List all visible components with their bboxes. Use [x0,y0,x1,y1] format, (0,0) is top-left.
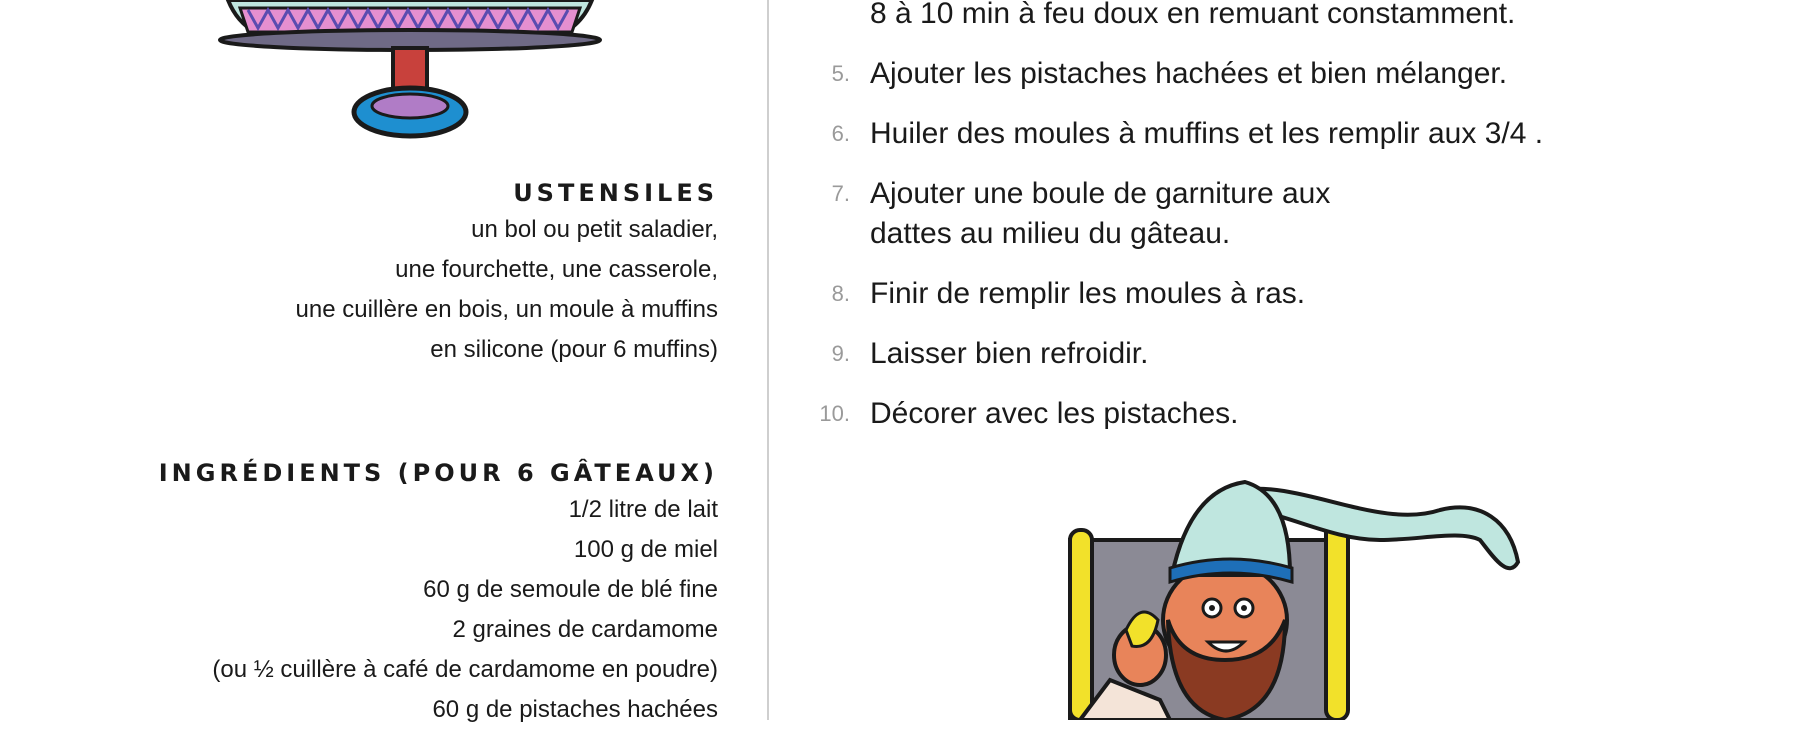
king-eating-cake-illustration [1040,470,1600,720]
step-number: 7. [831,181,850,206]
ingredient-line: 60 g de pistaches hachées [432,696,718,723]
step-text: Huiler des moules à muffins et les remplir aux 3/4 . [870,117,1544,150]
cake-on-stand-illustration [200,0,620,150]
step-text: Laisser bien refroidir. [870,337,1149,370]
ustensile-line: une fourchette, une casserole, [395,256,718,283]
ingredients-section [18,456,718,730]
ingredient-line: (ou ½ cuillère à café de cardamome en poudre) [212,656,718,683]
step-text: Ajouter les pistaches hachées et bien mélanger. [870,57,1508,90]
step-text-line-2: dattes au milieu du gâteau. [870,217,1231,250]
step-text: Décorer avec les pistaches. [870,397,1239,430]
step-text: Finir de remplir les moules à ras. [870,277,1306,310]
step-text-line-1: Ajouter une boule de garniture aux [870,177,1331,210]
step-text: 8 à 10 min à feu doux en remuant constamment. [870,0,1516,30]
step-number: 8. [831,281,850,306]
ustensiles-heading: USTENSILES [513,179,718,207]
step-number: 10. [819,401,850,426]
step-number: 6. [831,121,850,146]
ingredient-line: 2 graines de cardamome [452,616,718,643]
column-divider [767,0,769,720]
ustensile-line: en silicone (pour 6 muffins) [430,336,718,363]
ustensiles-section [18,176,718,370]
ingredient-line: 100 g de miel [573,536,718,563]
ingredient-line: 60 g de semoule de blé fine [423,576,718,603]
ustensile-line: un bol ou petit saladier, [471,216,718,243]
ingredients-heading: INGRÉDIENTS (POUR 6 GÂTEAUX) [158,459,718,487]
left-column [0,0,768,723]
step-number: 5. [831,61,850,86]
ustensile-line: une cuillère en bois, un moule à muffins [295,296,718,323]
ingredient-line: 1/2 litre de lait [568,496,718,523]
step-number: 9. [831,341,850,366]
